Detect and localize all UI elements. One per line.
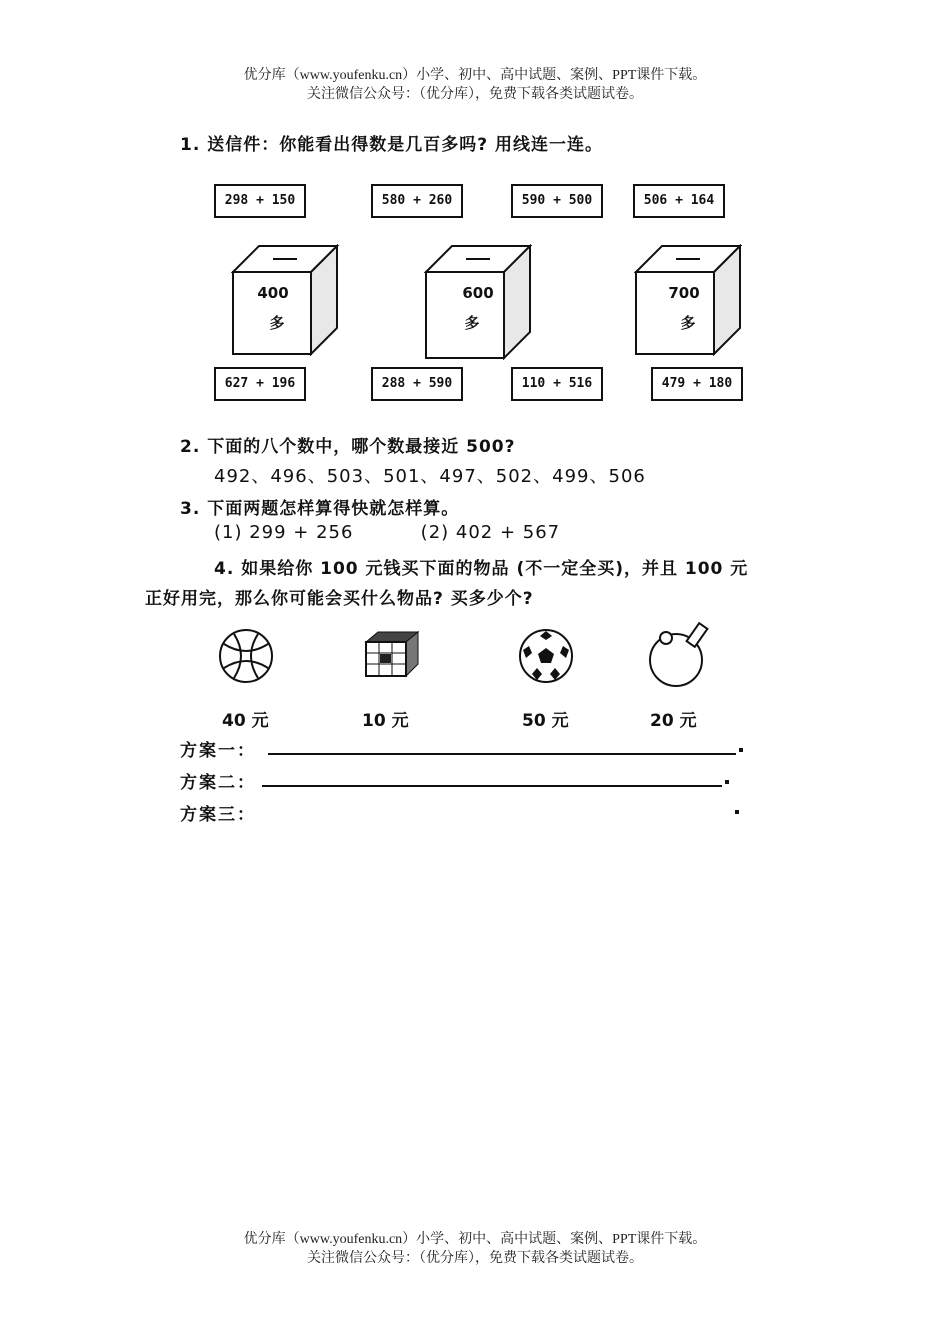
footer-line-1: 优分库（www.youfenku.cn）小学、初中、高中试题、案例、PPT课件下载。 xyxy=(243,1232,707,1247)
basketball-icon xyxy=(218,628,274,688)
question-3-title: 3. 下面两题怎样算得快就怎样算。 xyxy=(180,499,460,519)
bottom-box-4: 479 + 180 xyxy=(651,367,743,401)
cube-number: 600 xyxy=(462,284,494,302)
plan-2-answer-line[interactable] xyxy=(262,785,722,787)
cube-number: 400 xyxy=(257,284,289,302)
plan-3-label: 方案三： xyxy=(180,805,256,825)
cube-suffix: 多 xyxy=(680,314,696,332)
question-3-items: (1) 299 + 256 (2) 402 + 567 xyxy=(214,522,561,543)
bottom-box-2: 288 + 590 xyxy=(371,367,463,401)
plan-2-period xyxy=(725,780,729,784)
top-box-1: 298 + 150 xyxy=(214,184,306,218)
top-box-4: 506 + 164 xyxy=(633,184,725,218)
question-4-line-1: 4. 如果给你 100 元钱买下面的物品 (不一定全买)，并且 100 元 xyxy=(214,559,749,579)
price-basketball: 40 元 xyxy=(222,711,269,731)
ping-pong-paddle-icon xyxy=(648,620,710,692)
plan-2-label: 方案二： xyxy=(180,773,256,793)
mailbox-cube-600 xyxy=(424,244,534,360)
mailbox-cube-400 xyxy=(231,244,341,356)
bottom-box-3: 110 + 516 xyxy=(511,367,603,401)
soccer-ball-icon xyxy=(518,628,574,688)
bottom-box-1: 627 + 196 xyxy=(214,367,306,401)
price-soccer-ball: 50 元 xyxy=(522,711,569,731)
rubiks-cube-icon xyxy=(364,630,420,682)
cube-suffix: 多 xyxy=(464,314,480,332)
mailbox-cube-700 xyxy=(634,244,744,356)
top-box-3: 590 + 500 xyxy=(511,184,603,218)
price-ping-pong-paddle: 20 元 xyxy=(650,711,697,731)
top-box-2: 580 + 260 xyxy=(371,184,463,218)
cube-icon xyxy=(424,244,534,360)
header-line-1: 优分库（www.youfenku.cn）小学、初中、高中试题、案例、PPT课件下载。 xyxy=(243,68,707,83)
cube-number: 700 xyxy=(668,284,700,302)
question-2-numbers: 492、496、503、501、497、502、499、506 xyxy=(214,466,646,487)
plan-1-period xyxy=(739,748,743,752)
header-line-2: 关注微信公众号：（优分库），免费下载各类试题试卷。 xyxy=(307,87,643,102)
plan-1-answer-line[interactable] xyxy=(268,753,736,755)
footer-line-2: 关注微信公众号：（优分库），免费下载各类试题试卷。 xyxy=(307,1251,643,1266)
plan-3-period xyxy=(735,810,739,814)
question-2-title: 2. 下面的八个数中，哪个数最接近 500? xyxy=(180,437,516,457)
price-rubiks-cube: 10 元 xyxy=(362,711,409,731)
cube-suffix: 多 xyxy=(269,314,285,332)
plan-1-label: 方案一： xyxy=(180,741,256,761)
question-1-title: 1. 送信件：你能看出得数是几百多吗? 用线连一连。 xyxy=(180,135,603,155)
question-4-line-2: 正好用完，那么你可能会买什么物品? 买多少个? xyxy=(145,589,534,609)
